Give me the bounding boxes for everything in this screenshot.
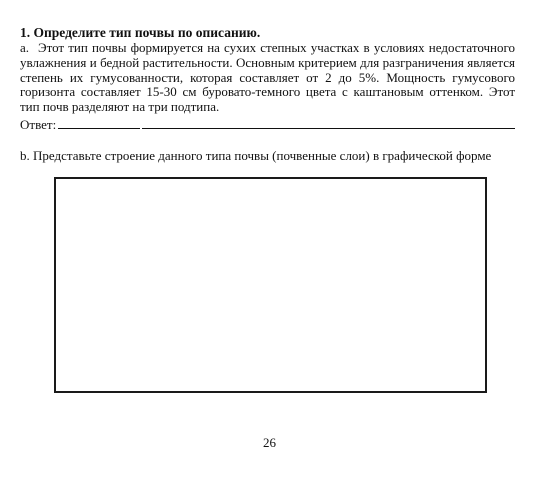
page-number: 26: [263, 435, 276, 450]
question-number: 1.: [20, 25, 31, 40]
part-b-text: Представьте строение данного типа почвы (почвенные слои) в графической форме: [33, 148, 492, 163]
part-a-paragraph: [20, 41, 515, 115]
part-b-marker: b.: [20, 148, 30, 163]
answer-row: [20, 117, 515, 132]
answer-blank-line[interactable]: [58, 117, 515, 129]
part-a-text: Этот тип почвы формируется на сухих степных участках в условиях недостаточного увлажнения и бедной растительности. Основным критерием для разграничения является степень их гумусованности, которая составляет от 2 до 5%. Мощность гумусового горизонта составляет 15-30 см буровато-темного цвета с каштановым оттенком. Этот тип почв разделяют на три подтипа.: [20, 40, 515, 115]
answer-label: Ответ:: [20, 117, 57, 132]
question-heading: [20, 25, 260, 41]
part-b-instruction: [20, 148, 491, 164]
part-a-marker: a.: [20, 40, 30, 55]
question-title: Определите тип почвы по описанию.: [33, 25, 261, 40]
soil-profile-drawing-box[interactable]: [54, 177, 487, 393]
